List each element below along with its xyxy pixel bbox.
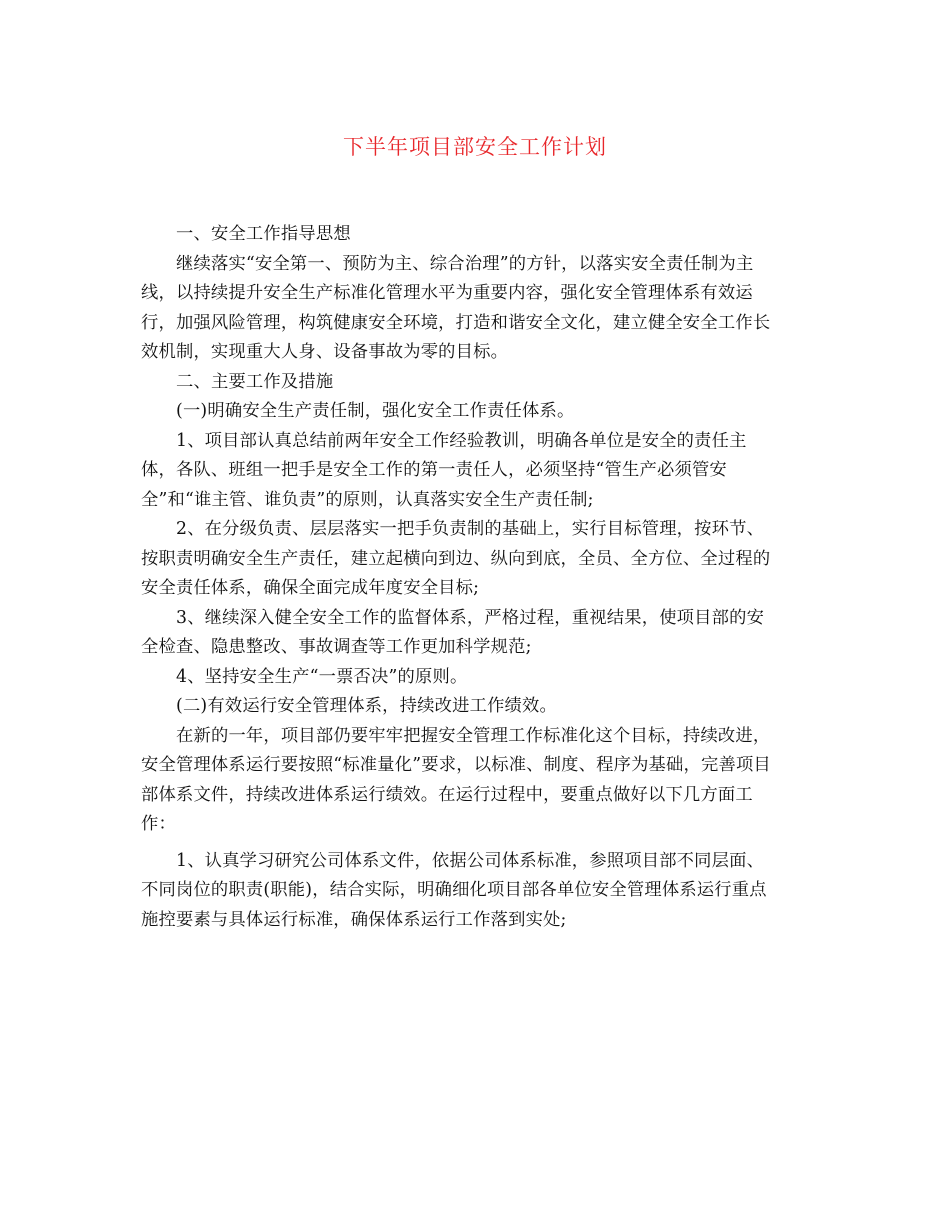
section-heading: 二、主要工作及措施 [176,371,334,392]
subsection-heading: (二)有效运行安全管理体系，持续改进工作绩效。 [176,696,557,716]
body-line: 线，以持续提升安全生产标准化管理水平为重要内容，强化安全管理体系有效运 [141,283,753,303]
section-heading: 一、安全工作指导思想 [176,224,351,244]
body-line: 3、继续深入健全安全工作的监督体系，严格过程，重视结果，使项目部的安 [176,607,765,628]
body-line: 行，加强风险管理，构筑健康安全环境，打造和谐安全文化，建立健全安全工作长 [141,312,771,333]
body-line: 1、认真学习研究公司体系文件，依据公司体系标准，参照项目部不同层面、 [176,850,765,871]
body-line: 按职责明确安全生产责任，建立起横向到边、纵向到底，全员、全方位、全过程的 [141,548,771,569]
body-line: 效机制，实现重大人身、设备事故为零的目标。 [141,342,509,362]
body-line: 安全责任体系，确保全面完成年度安全目标; [141,578,480,598]
body-line: 作： [141,814,176,834]
body-line: 安全管理体系运行要按照“标准量化”要求，以标准、制度、程序为基础，完善项目 [141,755,771,775]
body-line: 不同岗位的职责(职能)，结合实际，明确细化项目部各单位安全管理体系运行重点 [141,880,767,900]
body-line: 2、在分级负责、层层落实一把手负责制的基础上，实行目标管理，按环节、 [176,519,765,539]
body-line: 在新的一年，项目部仍要牢牢把握安全管理工作标准化这个目标，持续改进， [176,725,771,746]
body-line: 部体系文件，持续改进体系运行绩效。在运行过程中，要重点做好以下几方面工 [141,784,753,805]
document-body [141,220,811,935]
body-line: 全”和“谁主管、谁负责”的原则，认真落实安全生产责任制; [141,489,594,510]
body-line: 继续落实“安全第一、预防为主、综合治理”的方针，以落实安全责任制为主 [176,253,754,274]
document-title: 下半年项目部安全工作计划 [343,135,607,159]
body-line: 体，各队、班组一把手是安全工作的第一责任人，必须坚持“管生产必须管安 [141,460,727,480]
body-line: 施控要素与具体运行标准，确保体系运行工作落到实处; [141,909,567,930]
subsection-heading: (一)明确安全生产责任制，强化安全工作责任体系。 [176,401,575,421]
body-line: 4、坚持安全生产“一票否决”的原则。 [176,666,468,687]
body-line: 1、项目部认真总结前两年安全工作经验教训，明确各单位是安全的责任主 [176,430,747,451]
body-line: 全检查、隐患整改、事故调查等工作更加科学规范; [141,637,532,657]
